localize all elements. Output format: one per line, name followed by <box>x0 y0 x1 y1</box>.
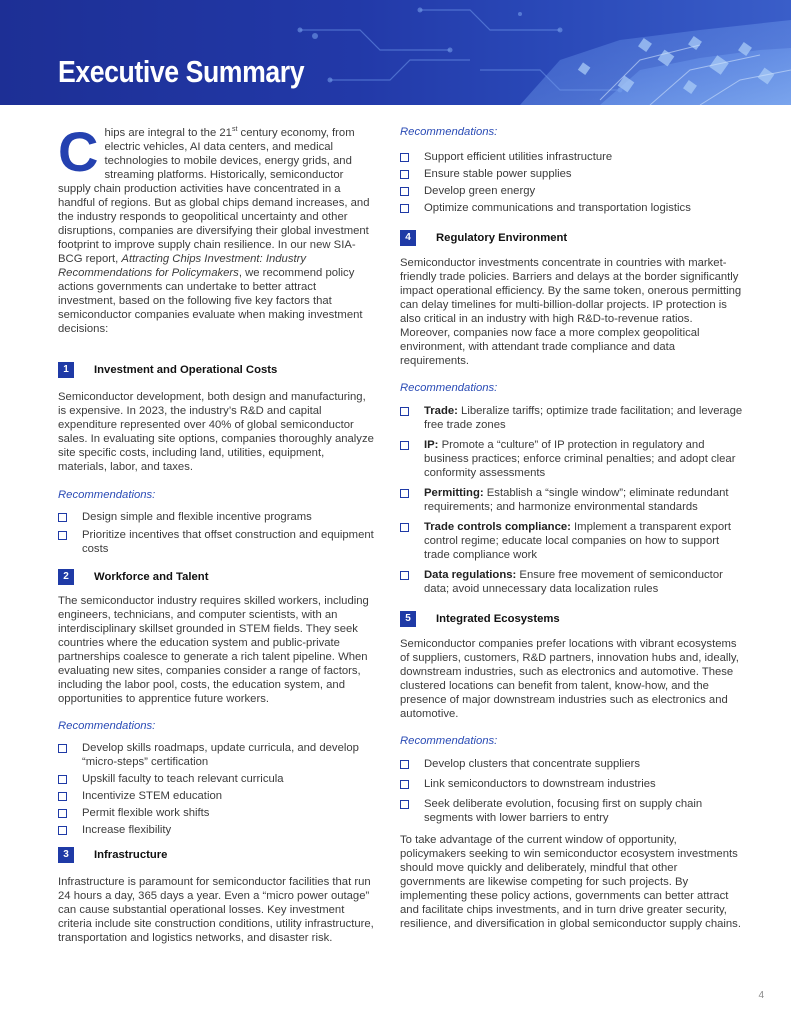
section-number-badge: 2 <box>58 569 74 585</box>
intro-text <box>58 120 376 336</box>
section-number-badge: 3 <box>58 847 74 863</box>
list-item <box>400 777 745 791</box>
list-item-text: Promote a “culture” of IP protection in regulatory and business practices; enforce criminal penalties; and adopt clear conformity assessments <box>424 439 736 479</box>
section-4-body: Semiconductor investments concentrate in countries with market-friendly trade policies. Barriers and delays at the border significantly impact operational efficiency. By the same token, onerous permitting can delay timelines for multi-billion-dollar projects. IP protection is also critical in an industry with high R&D-to-revenue ratios. Moreover, companies now face a more complex geopolitical environment, with attendant trade compliance and data requirements. <box>400 257 742 367</box>
square-bullet-icon <box>400 407 409 416</box>
section-2-recommendations <box>58 741 376 837</box>
recommendations-label: Recommendations: <box>400 382 498 394</box>
list-item-text: Seek deliberate evolution, focusing first on supply chain segments with lower barriers to entry <box>424 798 703 824</box>
list-item-text: Link semiconductors to downstream industries <box>424 778 656 790</box>
square-bullet-icon <box>58 809 67 818</box>
square-bullet-icon <box>400 571 409 580</box>
report-title: Attracting Chips Investment: Industry Recommendations for Policymakers <box>58 253 307 279</box>
intro-text-a: hips are integral to the 21 <box>104 127 232 139</box>
section-3-recommendations <box>400 150 745 215</box>
square-bullet-icon <box>58 513 67 522</box>
section-title: Regulatory Environment <box>436 232 568 244</box>
list-item-lead: IP: <box>424 439 439 451</box>
list-item-lead: Data regulations: <box>424 569 517 581</box>
section-title: Infrastructure <box>94 849 168 861</box>
list-item-text: Ensure stable power supplies <box>424 168 572 180</box>
list-item <box>400 520 745 562</box>
intro-text-c: , we recommend policy actions governments can undertake to better attract investment, based on the following five key factors that semiconductor companies evaluate when making investment decisions: <box>58 267 363 335</box>
list-item <box>58 528 376 556</box>
section-number-badge: 1 <box>58 362 74 378</box>
list-item <box>400 167 745 181</box>
right-column <box>400 125 745 931</box>
list-item <box>58 823 376 837</box>
section-title: Integrated Ecosystems <box>436 613 560 625</box>
drop-cap: C <box>58 120 99 183</box>
square-bullet-icon <box>400 523 409 532</box>
section-number-badge: 4 <box>400 230 416 246</box>
square-bullet-icon <box>400 800 409 809</box>
square-bullet-icon <box>400 187 409 196</box>
recommendations-label: Recommendations: <box>58 720 156 732</box>
section-5-body: Semiconductor companies prefer locations with vibrant ecosystems of suppliers, customers, R&D partners, innovation hubs and, ideally, downstream industries, such as electronics and automotive. These clustered locations can benefit from talent, know-how, and the presence of major downstream industries such as electronics and automotive. <box>400 638 739 720</box>
square-bullet-icon <box>400 760 409 769</box>
square-bullet-icon <box>400 780 409 789</box>
list-item <box>400 150 745 164</box>
list-item-lead: Trade controls compliance: <box>424 521 571 533</box>
list-item <box>400 757 745 771</box>
list-item <box>400 486 745 514</box>
section-1-body: Semiconductor development, both design and manufacturing, is expensive. In 2023, the industry’s R&D and capital expenditure represented over 40% of global semiconductor sales. In evaluating site options, companies thoroughly analyze site specific costs, including land, utilities, equipment, materials, labor, and taxes. <box>58 391 374 473</box>
list-item-text: Permit flexible work shifts <box>82 807 210 819</box>
square-bullet-icon <box>400 153 409 162</box>
list-item <box>58 510 376 524</box>
intro-superscript: st <box>231 126 238 134</box>
list-item <box>400 404 745 432</box>
section-title: Investment and Operational Costs <box>94 364 278 376</box>
square-bullet-icon <box>58 775 67 784</box>
list-item <box>400 568 745 596</box>
list-item-text: Optimize communications and transportation logistics <box>424 202 691 214</box>
list-item-lead: Trade: <box>424 405 458 417</box>
square-bullet-icon <box>400 489 409 498</box>
header-banner <box>0 0 791 105</box>
list-item-text: Incentivize STEM education <box>82 790 223 802</box>
section-1-recommendations <box>58 510 376 556</box>
list-item-text: Ensure free movement of semiconductor data; avoid unnecessary data localization rules <box>424 569 723 595</box>
section-4-heading <box>400 230 745 246</box>
list-item <box>58 806 376 820</box>
list-item-text: Support efficient utilities infrastructure <box>424 151 613 163</box>
list-item-text: Liberalize tariffs; optimize trade facilitation; and leverage free trade zones <box>424 405 743 431</box>
list-item-text: Establish a “single window”; eliminate redundant requirements; and harmonize environmental standards <box>424 487 729 513</box>
list-item-text: Increase flexibility <box>82 824 172 836</box>
list-item-text: Develop clusters that concentrate suppliers <box>424 758 641 770</box>
list-item <box>58 789 376 803</box>
square-bullet-icon <box>400 441 409 450</box>
list-item-text: Implement a transparent export control regime; educate local companies on how to support trade compliance work <box>424 521 732 561</box>
recommendations-label: Recommendations: <box>400 735 498 747</box>
square-bullet-icon <box>58 792 67 801</box>
list-item-lead: Permitting: <box>424 487 484 499</box>
list-item <box>400 201 745 215</box>
section-3-heading <box>58 847 376 863</box>
list-item <box>400 438 745 480</box>
section-title: Workforce and Talent <box>94 571 209 583</box>
recommendations-label: Recommendations: <box>400 126 498 138</box>
closing-paragraph: To take advantage of the current window of opportunity, policymakers seeking to win semiconductor ecosystem investments should move quickly and deliberately, mindful that other governments are likewise competing for such projects. By implementing these policy actions, governments can better attract and facilitate chips investments, and in turn drive greater security, resilience, and diversification in global semiconductor supply chains. <box>400 834 741 930</box>
section-5-recommendations <box>400 757 745 825</box>
list-item-text: Upskill faculty to teach relevant curricula <box>82 773 284 785</box>
left-column <box>58 120 376 945</box>
list-item <box>58 772 376 786</box>
square-bullet-icon <box>400 204 409 213</box>
intro-text-b: century economy, from electric vehicles, AI data centers, and medical technologies to mobile devices, energy grids, and streaming platforms. Historically, semiconductor supply chain production activities have concentrated in a handful of regions. But as global chips demand increases, and the industry responds to geopolitical uncertainty and other disruptions, companies are diversifying their global investment footprint to improve supply chain resilience. In our new SIA-BCG report, <box>58 127 370 265</box>
section-1-heading <box>58 362 376 378</box>
section-number-badge: 5 <box>400 611 416 627</box>
section-5-heading <box>400 611 745 627</box>
section-2-heading <box>58 569 376 585</box>
section-2-body: The semiconductor industry requires skilled workers, including engineers, technicians, and computer scientists, with an interdisciplinary skillset grounded in STEM fields. They seek countries where the education system and public-private partnerships coalesce to generate a rich talent pipeline. When evaluating new sites, companies consider a range of factors, including the labor pool, costs, the education system, and opportunities to apprentice future workers. <box>58 595 369 705</box>
list-item-text: Prioritize incentives that offset construction and equipment costs <box>82 529 374 555</box>
list-item-text: Design simple and flexible incentive programs <box>82 511 312 523</box>
section-3-body: Infrastructure is paramount for semiconductor facilities that run 24 hours a day, 365 days a year. Even a “micro power outage” can cause substantial operational losses. Key investment criteria include site construction conditions, utility infrastructure, transportation and logistics networks, and disaster risk. <box>58 876 374 944</box>
square-bullet-icon <box>400 170 409 179</box>
page-title: Executive Summary <box>58 54 305 89</box>
section-4-recommendations <box>400 404 745 596</box>
list-item <box>58 741 376 769</box>
square-bullet-icon <box>58 531 67 540</box>
intro-paragraph <box>58 120 376 336</box>
list-item <box>400 797 745 825</box>
list-item-text: Develop skills roadmaps, update curricula, and develop “micro-steps” certification <box>82 742 359 768</box>
list-item <box>400 184 745 198</box>
page-number: 4 <box>758 990 764 1001</box>
list-item-text: Develop green energy <box>424 185 536 197</box>
square-bullet-icon <box>58 826 67 835</box>
recommendations-label: Recommendations: <box>58 489 156 501</box>
square-bullet-icon <box>58 744 67 753</box>
